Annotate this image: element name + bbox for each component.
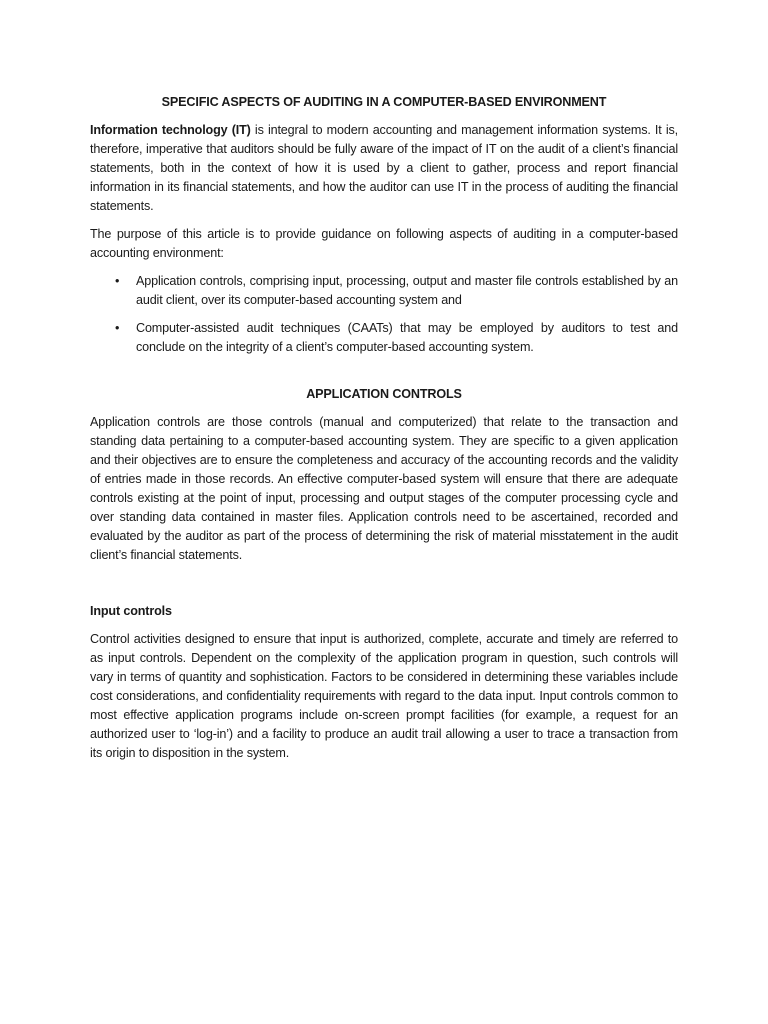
bullet-text: Computer-assisted audit techniques (CAATs) that may be employed by auditors to test and conclude on the integrity of a client’s computer-based accounting system.	[136, 321, 678, 354]
bullet-icon: •	[115, 274, 120, 288]
bullet-icon: •	[115, 321, 120, 335]
application-controls-heading: APPLICATION CONTROLS	[306, 387, 462, 401]
application-controls-paragraph: Application controls are those controls (manual and computerized) that relate to the transaction and standing data pertaining to a computer-based accounting system. They are specific to a given application and their objectives are to ensure the completeness and accuracy of the accounting records and the validity of entries made in those records. An effective computer-based system will ensure that there are adequate controls existing at the point of input, processing and output stages of the computer processing cycle and over standing data contained in master files. Application controls need to be ascertained, recorded and evaluated by the auditor as part of the process of determining the risk of material misstatement in the audit client’s financial statements.	[90, 415, 678, 562]
intro-lead-term: Information technology (IT)	[90, 123, 251, 137]
section-spacer	[90, 366, 678, 385]
input-controls-heading: Input controls	[90, 604, 172, 618]
section-spacer	[90, 574, 678, 602]
input-controls-paragraph: Control activities designed to ensure that input is authorized, complete, accurate and timely are referred to as input controls. Dependent on the complexity of the application program in question, such controls will vary in terms of quantity and sophistication. Factors to be considered in determining these variables include cost considerations, and confidentiality requirements with regard to the data input. Input controls common to most effective application programs include on-screen prompt facilities (for example, a request for an authorized user to ‘log-in’) and a facility to produce an audit trail allowing a user to trace a transaction from its origin to disposition in the system.	[90, 632, 678, 760]
intro-text: is integral to modern accounting and management information systems. It is, therefore, imperative that auditors should be fully aware of the impact of IT on the audit of a client’s financial statements, both in the context of how it is used by a client to gather, process and report financial information in its financial statements, and how the auditor can use IT in the process of auditing the financial statements.	[90, 123, 678, 213]
list-item	[90, 319, 678, 357]
document-title: SPECIFIC ASPECTS OF AUDITING IN A COMPUTER-BASED ENVIRONMENT	[161, 95, 607, 109]
bullet-text: Application controls, comprising input, processing, output and master file controls established by an audit client, over its computer-based accounting system and	[136, 274, 678, 307]
document-page	[90, 93, 678, 772]
list-item	[90, 272, 678, 310]
intro-paragraph	[90, 121, 678, 216]
purpose-paragraph: The purpose of this article is to provide guidance on following aspects of auditing in a computer-based accounting environment:	[90, 227, 678, 260]
aspects-bullet-list	[90, 272, 678, 357]
